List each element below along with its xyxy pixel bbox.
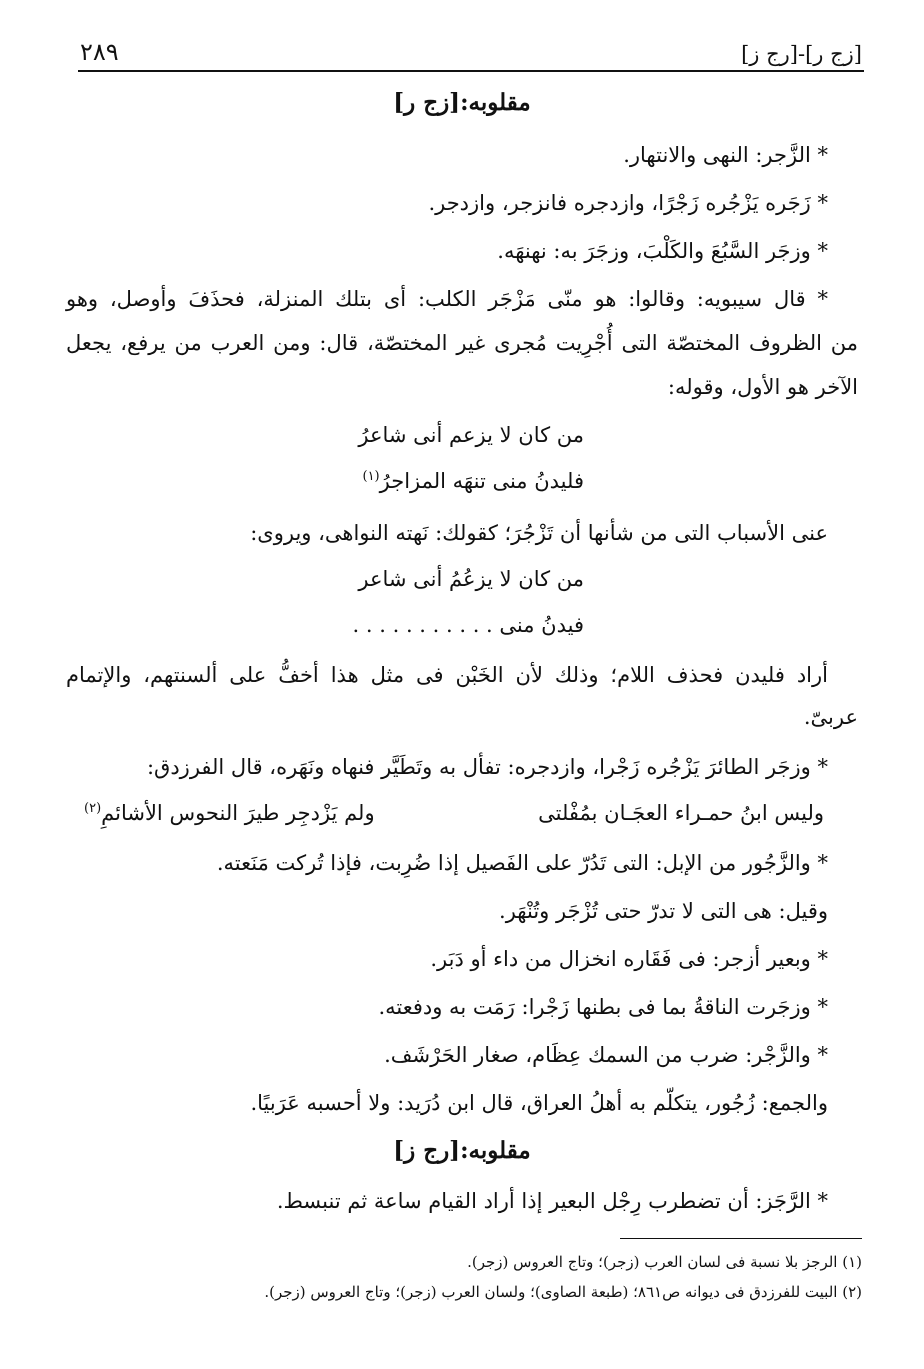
verse-line bbox=[362, 464, 584, 498]
section-heading: مقلوبه:[زج ر] bbox=[393, 89, 531, 116]
verse-text: ولم يَزْدجِر طيرَ النحوس الأشائمِ bbox=[101, 801, 375, 825]
verse-line: من كان لا يزعم أنى شاعرُ bbox=[358, 423, 584, 447]
verse-hemistich-first: وليس ابنُ حمـراء العجَـان بمُفْلتى bbox=[538, 801, 824, 825]
footnote: (١) الرجز بلا نسبة فى لسان العرب (زجر)؛ وتاج العروس (زجر). bbox=[467, 1253, 862, 1271]
verse-line: من كان لا يزعُمُ أنى شاعر bbox=[358, 567, 584, 591]
entry-line: * وزجَرت الناقةُ بما فى بطنها زَجْرا: رَمَت به ودفعته. bbox=[378, 995, 828, 1019]
entry-line: * وزجَر السَّبُعَ والكَلْبَ، وزجَرَ به: نهنهَه. bbox=[497, 239, 828, 263]
entry-line: * قال سيبويه: وقالوا: هو منّى مَزْجَر الكلب: أى بتلك المنزلة، فحذَفَ وأوصل، وهو bbox=[66, 287, 828, 311]
entry-line: أراد فليدن فحذف اللام؛ وذلك لأن الخَبْن فى مثل هذا أخفُّ على ألسنتهم، والإتمام bbox=[66, 663, 828, 687]
entry-line: الآخر هو الأول، وقوله: bbox=[667, 375, 858, 399]
footnote-marker: (٢) bbox=[84, 801, 102, 816]
entry-line: * الزَّجر: النهى والانتهار. bbox=[623, 143, 828, 167]
verse-text: فليدنُ منى تنهَه المزاجرُ bbox=[379, 469, 584, 493]
footnote-marker: (١) bbox=[362, 469, 380, 484]
footnote-rule bbox=[620, 1238, 862, 1239]
entry-line: من الظروف المختصّة التى أُجْرِيت مُجرى غير المختصّة، قال: ومن العرب من يرفع، يجعل bbox=[66, 331, 858, 355]
entry-line: عنى الأسباب التى من شأنها أن تَزْجُرَ؛ كقولك: نَهته النواهى، ويروى: bbox=[250, 521, 828, 545]
section-heading: مقلوبه:[رج ز] bbox=[393, 1137, 531, 1164]
entry-line: والجمع: زُجُور، يتكلّم به أهلُ العراق، قال ابن دُرَيد: ولا أحسبه عَرَبيًا. bbox=[250, 1091, 828, 1115]
entry-line: * وبعير أزجر: فى فَقَاره انخزال من داء أو دَبَر. bbox=[430, 947, 828, 971]
header-rule bbox=[78, 70, 864, 72]
entry-line: * والزَّجُور من الإبل: التى تَدُرّ على الفَصيل إذا ضُرِبت، فإذا تُركت مَنَعته. bbox=[216, 851, 828, 875]
running-head-title: [زج ر]-[رج ز] bbox=[741, 42, 862, 66]
page-number: ٢٨٩ bbox=[80, 38, 119, 66]
running-head bbox=[80, 30, 862, 66]
entry-line: * والزَّجْر: ضرب من السمك عِظَام، صغار الحَرْشَف. bbox=[384, 1043, 828, 1067]
entry-line: عربىّ. bbox=[803, 705, 858, 729]
verse-pair bbox=[84, 796, 824, 830]
verse-line: فيدنُ منى . . . . . . . . . . . bbox=[352, 613, 584, 637]
footnote: (٢) البيت للفرزدق فى ديوانه ص٨٦١؛ (طبعة الصاوى)؛ ولسان العرب (زجر)؛ وتاج العروس (زجر). bbox=[264, 1283, 862, 1301]
entry-line: * وزجَر الطائرَ يَزْجُره زَجْرا، وازدجره: تفأل به وتَطَيَّر فنهاه ونَهَره، قال الفرزدق: bbox=[146, 755, 828, 779]
verse-hemistich-second bbox=[84, 796, 375, 830]
entry-line: وقيل: هى التى لا تدرّ حتى تُزْجَر وتُنْهَر. bbox=[499, 899, 828, 923]
entry-line: * الرَّجَز: أن تضطرب رِجْل البعير إذا أراد القيام ساعة ثم تنبسط. bbox=[276, 1189, 828, 1213]
entry-line: * زَجَره يَزْجُره زَجْرًا، وازدجره فانزجر، وازدجر. bbox=[428, 191, 828, 215]
